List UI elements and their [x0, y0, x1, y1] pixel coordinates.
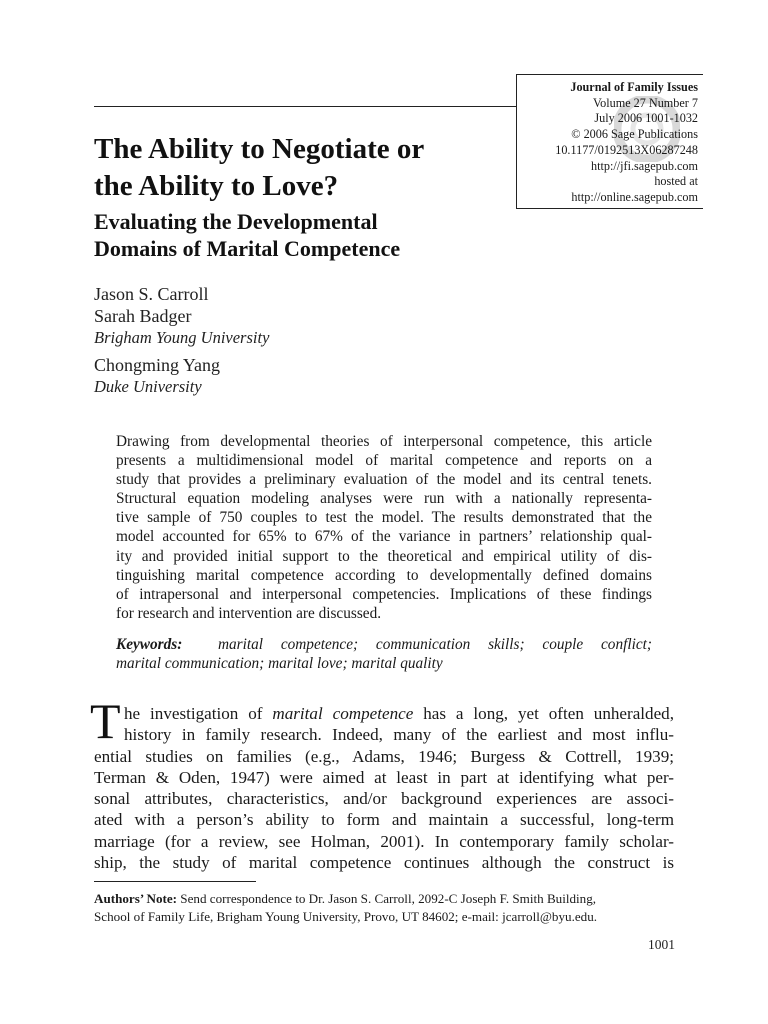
subtitle-line: Domains of Marital Competence [94, 236, 401, 261]
abstract [116, 432, 652, 623]
title-line: the Ability to Love? [94, 170, 339, 202]
author-name: Sarah Badger [94, 306, 192, 326]
author-name: Chongming Yang [94, 355, 221, 375]
body-line: history in family research. Indeed, many of the earliest and most influ- [124, 725, 674, 745]
journal-volume: Volume 27 Number 7 [592, 95, 698, 110]
header-rule [94, 106, 517, 107]
body-emphasis: marital competence [272, 704, 414, 723]
footnote-text: School of Family Life, Brigham Young University, Provo, UT 84602; e-mail: jcarroll@byu.edu. [94, 908, 598, 924]
abstract-line: ity and provided initial support to the theoretical and empirical utility of dis- [116, 547, 652, 565]
subtitle-line: Evaluating the Developmental [94, 209, 378, 234]
keywords-line: marital competence; communication skills; couple conflict; [217, 636, 652, 653]
body-line: ship, the study of marital competence continues although the construct is [94, 853, 674, 873]
author-name: Jason S. Carroll [94, 284, 209, 304]
title-line: The Ability to Negotiate or [94, 133, 425, 165]
body-line: Terman & Oden, 1947) were aimed at least in part at identifying what per- [94, 767, 674, 787]
journal-date-pages: July 2006 1001-1032 [594, 111, 698, 126]
abstract-line: Drawing from developmental theories of interpersonal competence, this article [116, 433, 652, 450]
body-line: ential studies on families (e.g., Adams, 1946; Burgess & Cottrell, 1939; [94, 746, 674, 766]
author-list [94, 283, 269, 398]
keywords-line: marital communication; marital love; marital quality [116, 655, 443, 673]
journal-copyright: © 2006 Sage Publications [571, 127, 698, 142]
abstract-line: tinguishing marital competence according to developmentally defined domains [116, 566, 652, 584]
authors-note [94, 890, 676, 925]
body-text-fragment: has a long, yet often unheralded, [413, 704, 674, 723]
article-subtitle [94, 208, 514, 262]
body-line: sonal attributes, characteristics, and/or background experiences are associ- [94, 789, 674, 809]
abstract-line: of intrapersonal and interpersonal competencies. Implications of these findings [116, 585, 652, 603]
author-affiliation: Duke University [94, 377, 202, 396]
journal-name: Journal of Family Issues [570, 80, 698, 94]
journal-url[interactable]: http://jfi.sagepub.com [591, 158, 698, 173]
author-affiliation: Brigham Young University [94, 328, 270, 347]
abstract-line: for research and intervention are discussed. [116, 604, 382, 622]
abstract-line: Structural equation modeling analyses were run with a nationally representa- [116, 490, 652, 508]
body-line: marriage (for a review, see Holman, 2001). In contemporary family scholar- [94, 831, 674, 851]
footnote-rule [94, 881, 256, 882]
body-text [94, 703, 674, 873]
body-line: ated with a person’s ability to form and maintain a successful, long-term [94, 810, 674, 830]
footnote-label: Authors’ Note: [94, 891, 178, 906]
drop-cap: T [90, 693, 121, 749]
page-number: 1001 [648, 937, 675, 952]
abstract-line: study that provides a preliminary evaluation of the model and its central tenets. [116, 471, 652, 489]
footnote-text: Send correspondence to Dr. Jason S. Carroll, 2092-C Joseph F. Smith Building, [177, 891, 597, 906]
abstract-line: model accounted for 65% to 67% of the variance in partners’ relationship qual- [116, 528, 652, 546]
body-text-fragment: he investigation of [124, 704, 273, 723]
journal-doi: 10.1177/0192513X06287248 [555, 142, 698, 157]
journal-host-url[interactable]: http://online.sagepub.com [571, 189, 698, 204]
abstract-line: tive sample of 750 couples to test the model. The results demonstrated that the [116, 509, 652, 527]
keywords-label: Keywords: [116, 636, 183, 653]
article-title [94, 131, 514, 205]
journal-hosted-at: hosted at [654, 174, 698, 189]
abstract-line: presents a multidimensional model of marital competence and reports on a [116, 452, 652, 470]
journal-info [555, 80, 698, 206]
keywords [116, 635, 652, 673]
